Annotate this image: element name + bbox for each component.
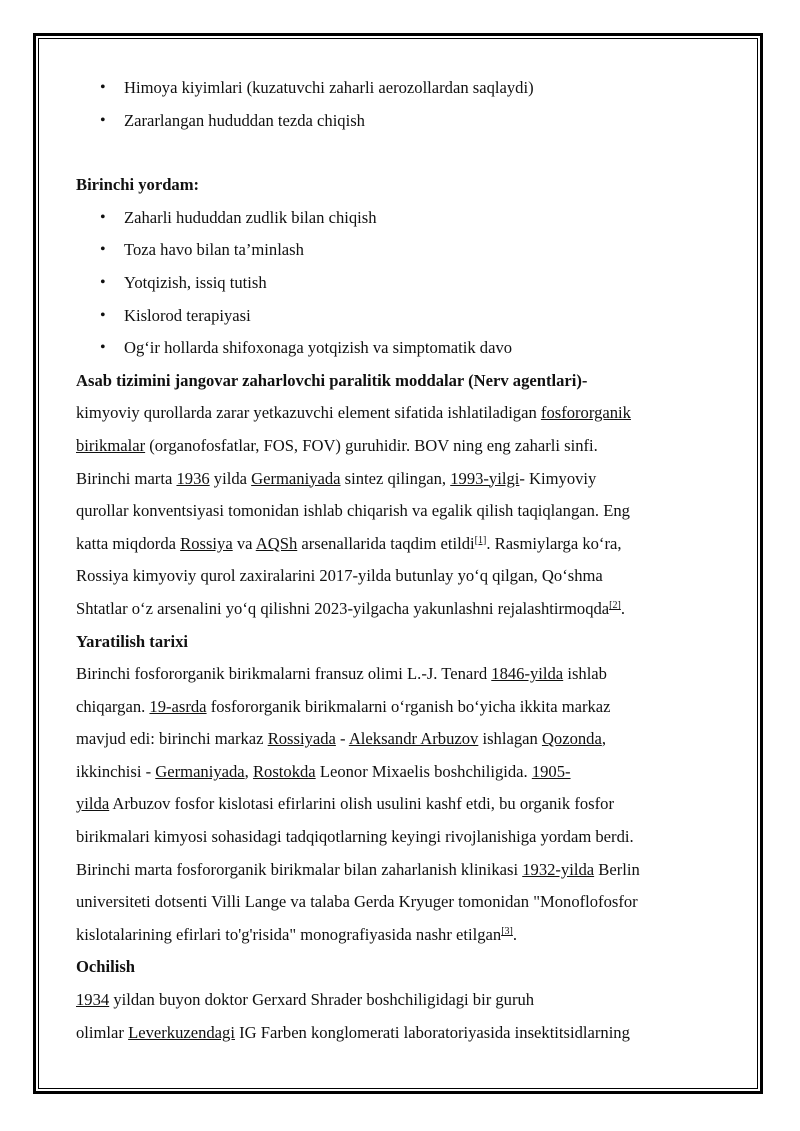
link-1936[interactable]: 1936	[176, 468, 210, 488]
text: ,	[601, 729, 606, 749]
paragraph-line	[76, 723, 726, 756]
paragraph-line	[76, 788, 726, 821]
footnote-link-2[interactable]: [2]	[609, 599, 621, 611]
text: Berlin	[594, 859, 640, 879]
list-item: • Og‘ir hollarda shifoxonaga yotqizish va simptomatik davo	[76, 332, 726, 365]
text: . Rasmiylarga ko‘ra,	[486, 533, 622, 553]
history-heading: Yaratilish tarixi	[76, 631, 188, 651]
text: kimyoviy qurollarda zarar yetkazuvchi element sifatida ishlatiladigan	[76, 403, 541, 423]
history-paragraph	[76, 658, 726, 951]
text: Birinchi marta	[76, 468, 177, 488]
text: ,	[244, 761, 253, 781]
paragraph-line: qurollar konventsiyasi tomonidan ishlab chiqarish va egalik qilish taqiqlangan. Eng	[76, 501, 630, 521]
text: Shtatlar o‘z arsenalini yo‘q qilishni 2023-yilgacha yakunlashni rejalashtirmoqda	[76, 598, 610, 618]
text: va	[232, 533, 256, 553]
text: - Kimyoviy	[519, 468, 597, 488]
text: katta miqdorda	[76, 533, 181, 553]
nerve-agents-paragraph	[76, 365, 726, 626]
text: kislotalarining efirlari to'g'risida" monografiyasida nashr etilgan	[76, 924, 502, 944]
text: .	[512, 924, 518, 944]
paragraph-line	[76, 854, 726, 887]
text: Arbuzov fosfor kislotasi efirlarini olish usulini kashf etdi, bu organik fosfor	[109, 794, 614, 814]
paragraph-line	[76, 756, 726, 789]
text: Birinchi marta fosfororganik birikmalar bilan zaharlanish klinikasi	[76, 859, 523, 879]
text: yilda	[209, 468, 252, 488]
text: olimlar	[76, 1022, 129, 1042]
link-rossiya[interactable]: Rossiya	[180, 533, 233, 553]
first-aid-list	[76, 202, 726, 365]
link-rossiyada[interactable]: Rossiyada	[267, 729, 336, 749]
link-1905-yilda[interactable]: 1905-	[531, 761, 571, 781]
text: (organofosfatlar, FOS, FOV) guruhidir. BOV ning eng zaharli sinfi.	[145, 435, 598, 455]
first-aid-heading: Birinchi yordam:	[76, 175, 200, 195]
link-germaniyada[interactable]: Germaniyada	[251, 468, 341, 488]
link-birikmalar[interactable]: birikmalar	[76, 435, 146, 455]
paragraph-line	[76, 430, 726, 463]
paragraph-line	[76, 658, 726, 691]
list-item: • Kislorod terapiyasi	[76, 300, 726, 333]
document-body	[76, 72, 726, 1049]
list-item: • Zararlangan hududdan tezda chiqish	[76, 105, 726, 138]
text: Birinchi fosfororganik birikmalarni fransuz olimi L.-J. Tenard	[76, 664, 492, 684]
paragraph-line	[76, 691, 726, 724]
link-leverkuzendagi[interactable]: Leverkuzendagi	[128, 1022, 235, 1042]
text: Leonor Mixaelis boshchiligida.	[315, 761, 532, 781]
paragraph-line: universiteti dotsenti Villi Lange va talaba Gerda Kryuger tomonidan "Monoflofosfor	[76, 892, 638, 912]
paragraph-line	[76, 593, 726, 626]
link-aqsh[interactable]: AQSh	[255, 533, 298, 553]
link-1905-yilda-cont[interactable]: yilda	[76, 794, 110, 814]
protection-list	[76, 72, 726, 137]
discovery-paragraph	[76, 984, 726, 1049]
text: .	[620, 598, 625, 618]
link-aleksandr-arbuzov[interactable]: Aleksandr Arbuzov	[348, 729, 479, 749]
link-1846-yilda[interactable]: 1846-yilda	[491, 664, 564, 684]
text: yildan buyon doktor Gerxard Shrader boshchiligidagi bir guruh	[109, 990, 535, 1010]
list-item: • Zaharli hududdan zudlik bilan chiqish	[76, 202, 726, 235]
discovery-heading: Ochilish	[76, 957, 136, 977]
paragraph-line	[76, 984, 726, 1017]
link-19-asrda[interactable]: 19-asrda	[149, 696, 207, 716]
text: ikkinchisi -	[76, 761, 156, 781]
footnote-link-3[interactable]: [3]	[501, 925, 513, 937]
link-1932-yilda[interactable]: 1932-yilda	[522, 859, 595, 879]
paragraph-line: Rossiya kimyoviy qurol zaxiralarini 2017-yilda butunlay yo‘q qilgan, Qo‘shma	[76, 566, 603, 586]
paragraph-line	[76, 1017, 726, 1050]
text: ishlagan	[478, 729, 542, 749]
paragraph-line	[76, 397, 726, 430]
text: fosfororganik birikmalarni o‘rganish bo‘yicha ikkita markaz	[206, 696, 611, 716]
list-item: • Yotqizish, issiq tutish	[76, 267, 726, 300]
link-1993-yilgi[interactable]: 1993-yilgi	[450, 468, 520, 488]
text: IG Farben konglomerati laboratoriyasida insektitsidlarning	[234, 1022, 630, 1042]
text: mavjud edi: birinchi markaz	[76, 729, 268, 749]
text: -	[335, 729, 349, 749]
link-1934[interactable]: 1934	[76, 990, 110, 1010]
link-fosfororganik[interactable]: fosfororganik	[540, 403, 631, 423]
text: sintez qilingan,	[340, 468, 451, 488]
text: chiqargan.	[76, 696, 150, 716]
list-item: • Himoya kiyimlari (kuzatuvchi zaharli aerozollardan saqlaydi)	[76, 72, 726, 105]
paragraph-line	[76, 528, 726, 561]
list-item: • Toza havo bilan ta’minlash	[76, 234, 726, 267]
footnote-link-1[interactable]: [1]	[474, 534, 487, 546]
nerve-agents-title: Asab tizimini jangovar zaharlovchi paralitik moddalar (Nerv agentlari)-	[76, 370, 588, 390]
link-rostokda[interactable]: Rostokda	[252, 761, 316, 781]
paragraph-line	[76, 919, 726, 952]
paragraph-line	[76, 463, 726, 496]
link-qozonda[interactable]: Qozonda	[541, 729, 602, 749]
spacer	[76, 137, 726, 169]
paragraph-line: birikmalari kimyosi sohasidagi tadqiqotlarning keyingi rivojlanishiga yordam berdi.	[76, 827, 634, 847]
text: arsenallarida taqdim etildi	[297, 533, 475, 553]
text: ishlab	[563, 664, 607, 684]
link-germaniyada[interactable]: Germaniyada	[155, 761, 245, 781]
